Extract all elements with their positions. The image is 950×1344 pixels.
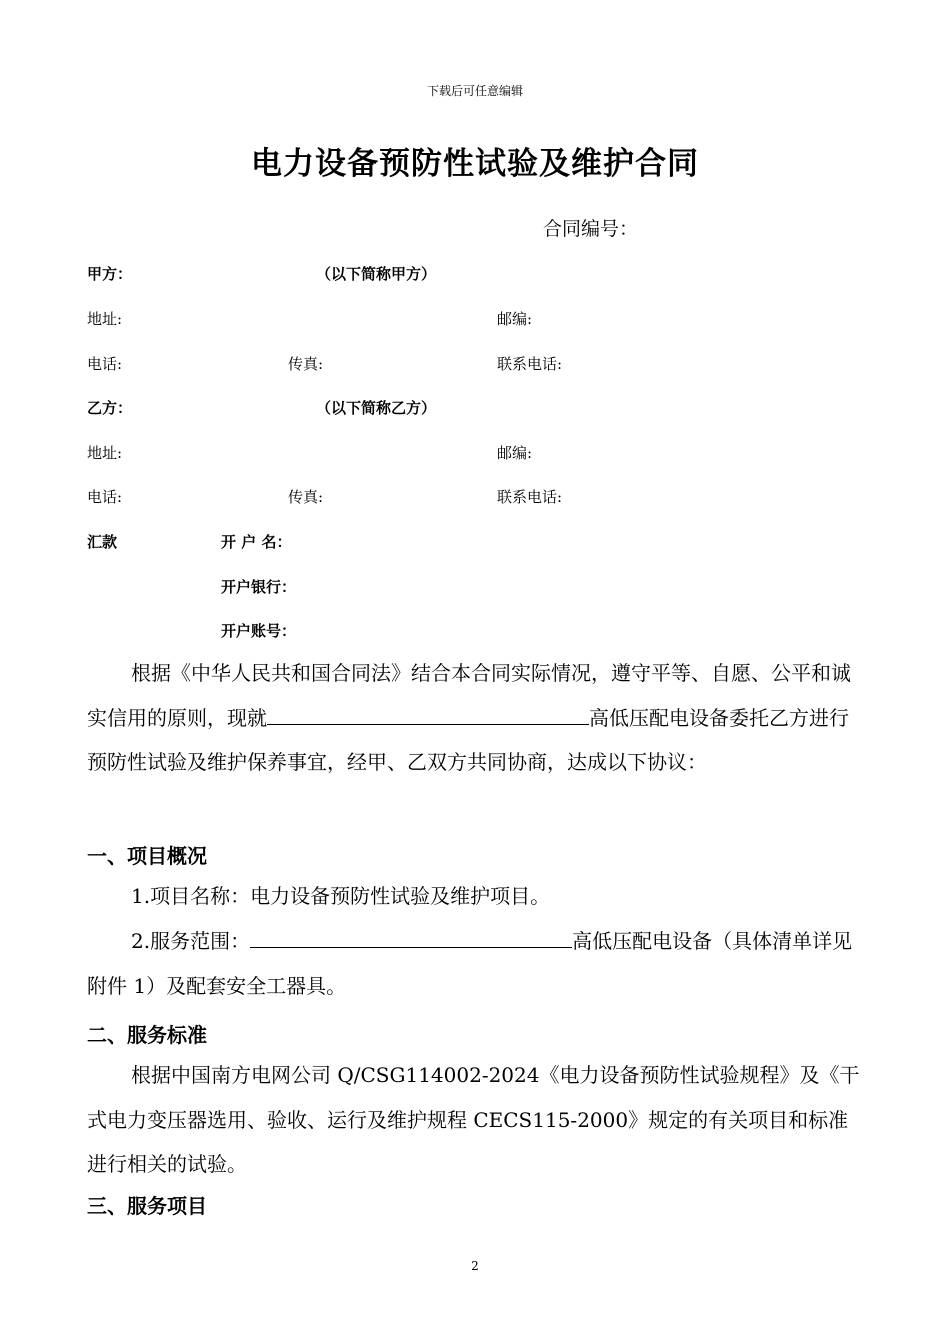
contract-number-label: 合同编号： xyxy=(543,218,639,240)
party-a-phone-label: 电话: xyxy=(87,355,123,373)
page-number: 2 xyxy=(471,1259,479,1273)
section-2-paragraph: 根据中国南方电网公司 Q/CSG114002-2024《电力设备预防性试验规程》及《干式电力变压器选用、验收、运行及维护规程 CECS115-2000》规定的有关项目和标准进行相关的试验。 xyxy=(87,1063,860,1177)
project-blank-line xyxy=(267,702,589,725)
party-a-contact-phone-label: 联系电话: xyxy=(497,355,563,373)
remittance-label: 汇款 xyxy=(87,533,118,551)
section-2-heading: 二、服务标准 xyxy=(87,1023,207,1047)
party-a-postcode-label: 邮编: xyxy=(497,310,533,328)
account-name-label: 开 户 名： xyxy=(221,533,292,551)
section-1-item-1: 1.项目名称：电力设备预防性试验及维护项目。 xyxy=(131,884,551,908)
header-note: 下载后可任意编辑 xyxy=(426,84,523,98)
party-b-alias: （以下简称乙方） xyxy=(316,399,437,417)
account-number-label: 开户账号： xyxy=(221,622,297,640)
party-a-fax-label: 传真: xyxy=(288,355,324,373)
service-scope-label: 2.服务范围： xyxy=(131,929,251,953)
section-1-heading: 一、项目概况 xyxy=(87,844,207,868)
party-a-address-label: 地址: xyxy=(87,310,123,328)
bank-label: 开户银行： xyxy=(221,578,297,596)
party-b-postcode-label: 邮编: xyxy=(497,444,533,462)
service-scope-blank-line xyxy=(250,925,572,948)
party-b-address-label: 地址: xyxy=(87,444,123,462)
intro-text-end: 高低压配电设备委托乙方进行预防性试验及维护保养事宜，经甲、乙双方共同协商，达成以下协议： xyxy=(87,705,849,775)
intro-text-start: 根据《中华人民共和国合同法》结合本合同实际情况，遵守平等、自愿、公平和诚实信用的原则，现就 xyxy=(87,661,851,730)
party-a-alias: （以下简称甲方） xyxy=(316,265,437,283)
document-title: 电力设备预防性试验及维护合同 xyxy=(251,146,699,182)
intro-paragraph xyxy=(87,651,867,785)
party-b-contact-phone-label: 联系电话: xyxy=(497,488,563,506)
party-b-label: 乙方： xyxy=(87,399,133,417)
section-1-item-2 xyxy=(87,919,867,1008)
section-3-heading: 三、服务项目 xyxy=(87,1194,207,1218)
party-b-fax-label: 传真: xyxy=(288,488,324,506)
party-b-phone-label: 电话: xyxy=(87,488,123,506)
service-scope-text: 高低压配电设备（具体清单详见附件 1）及配套安全工器具。 xyxy=(87,929,853,998)
party-a-label: 甲方： xyxy=(87,265,133,283)
